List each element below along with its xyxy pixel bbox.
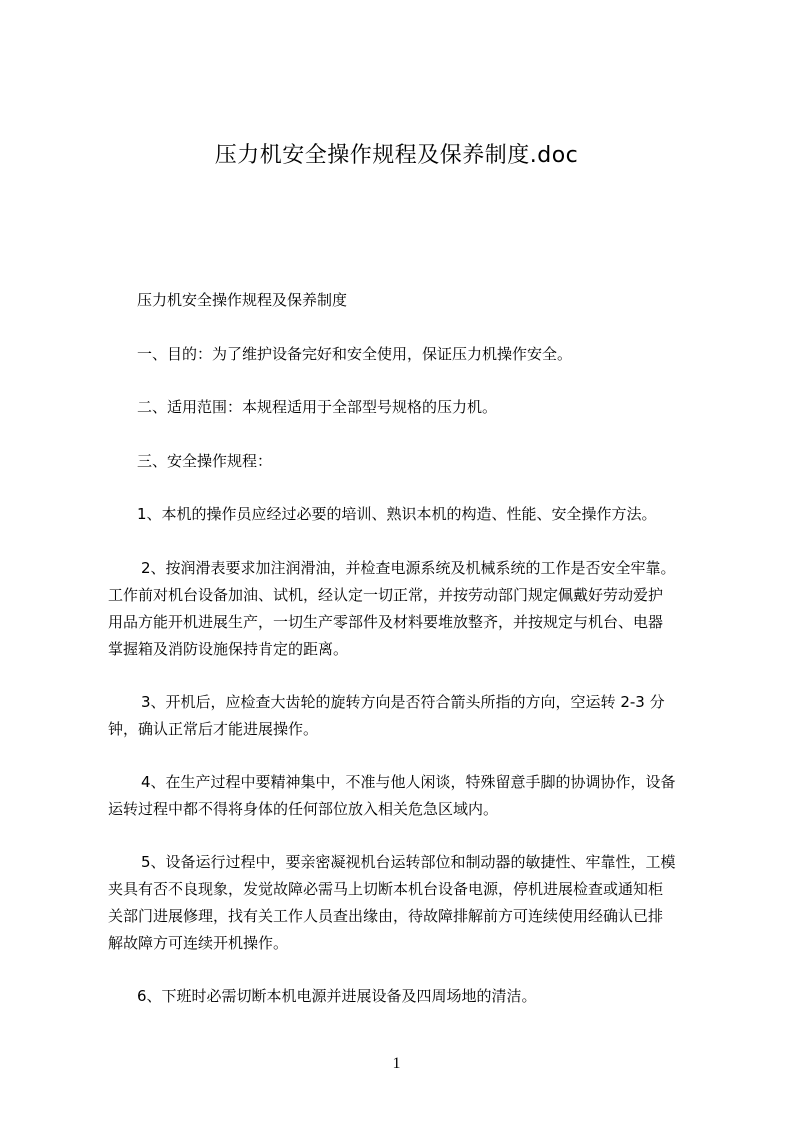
document-heading: 压力机安全操作规程及保养制度 xyxy=(137,291,348,309)
document-title: 压力机安全操作规程及保养制度.doc xyxy=(214,143,579,168)
section-rules-heading: 三、安全操作规程： xyxy=(137,452,273,470)
rule-6: 6、下班时必需切断本机电源并进展设备及四周场地的清洁。 xyxy=(137,987,537,1005)
rule-2-line-1: 2、按润滑表要求加注润滑油，并检查电源系统及机械系统的工作是否安全牢靠。 xyxy=(141,559,676,577)
rule-1: 1、本机的操作员应经过必要的培训、熟识本机的构造、性能、安全操作方法。 xyxy=(137,505,657,523)
rule-2-line-4: 掌握箱及消防设施保持肯定的距离。 xyxy=(108,640,349,658)
rule-5-line-1: 5、设备运行过程中，要亲密凝视机台运转部位和制动器的敏捷性、牢靠性，工模 xyxy=(141,853,676,871)
rule-4-line-2: 运转过程中都不得将身体的任何部位放入相关危急区域内。 xyxy=(108,800,499,818)
rule-2-line-2: 工作前对机台设备加油、试机，经认定一切正常，并按劳动部门规定佩戴好劳动爱护 xyxy=(108,586,664,604)
rule-5-line-2: 夹具有否不良现象，发觉故障必需马上切断本机台设备电源，停机进展检查或通知柜 xyxy=(108,880,664,898)
section-purpose: 一、目的：为了维护设备完好和安全使用，保证压力机操作安全。 xyxy=(137,345,573,363)
rule-5-line-4: 解故障方可连续开机操作。 xyxy=(108,934,289,952)
rule-5-line-3: 关部门进展修理，找有关工作人员查出缘由，待故障排解前方可连续使用经确认已排 xyxy=(108,907,664,925)
page-number: 1 xyxy=(392,1055,401,1072)
section-scope: 二、适用范围：本规程适用于全部型号规格的压力机。 xyxy=(137,398,498,416)
rule-3-line-2: 钟，确认正常后才能进展操作。 xyxy=(108,720,319,738)
rule-4-line-1: 4、在生产过程中要精神集中，不准与他人闲谈，特殊留意手脚的协调协作，设备 xyxy=(141,773,676,791)
rule-3-line-1: 3、开机后，应检查大齿轮的旋转方向是否符合箭头所指的方向，空运转 2-3 分 xyxy=(141,693,665,711)
rule-2-line-3: 用品方能开机进展生产，一切生产零部件及材料要堆放整齐，并按规定与机台、电器 xyxy=(108,613,664,631)
